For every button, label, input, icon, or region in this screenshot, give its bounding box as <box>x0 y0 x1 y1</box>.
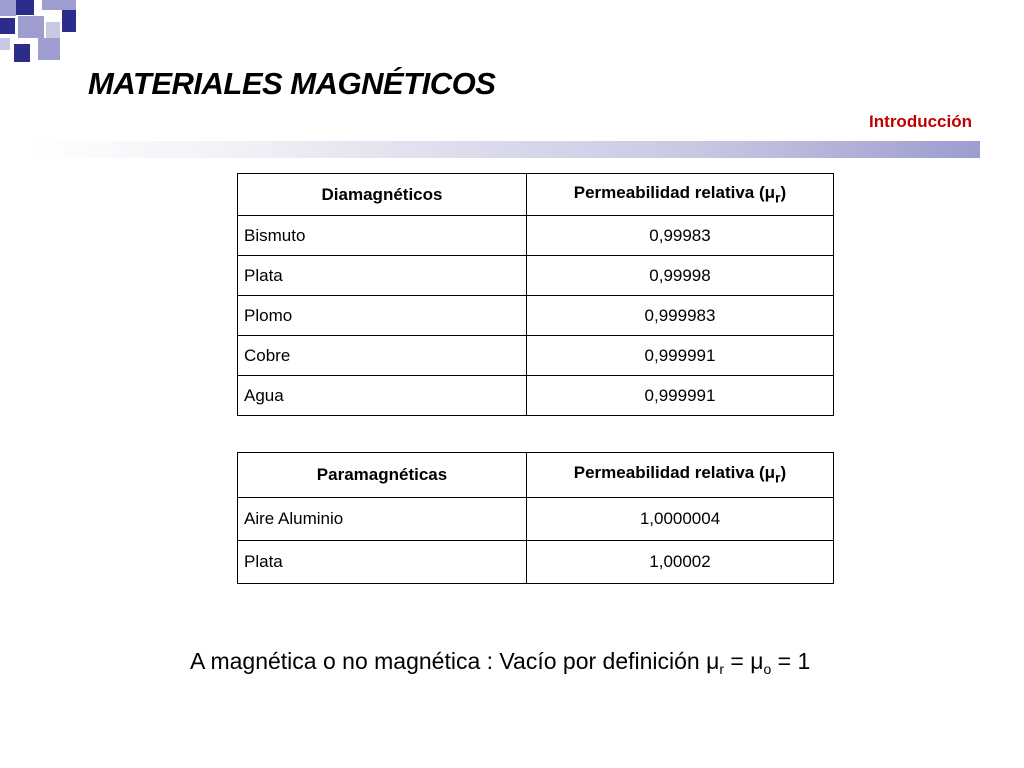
table-row <box>238 336 834 376</box>
material-name: Plata <box>238 256 527 296</box>
note-subscript-r: r <box>719 661 725 677</box>
note-text: A magnética o no magnética : Vacío por definición μ <box>190 648 720 674</box>
decor-square-dark <box>0 18 15 34</box>
decor-square-light <box>18 16 44 38</box>
note-equals-one: = 1 <box>771 648 811 674</box>
table-row <box>238 296 834 336</box>
title-divider-bar <box>30 141 980 158</box>
decor-square-light <box>38 38 60 60</box>
material-name: Agua <box>238 376 527 416</box>
material-name: Cobre <box>238 336 527 376</box>
table-row <box>238 376 834 416</box>
column-header-permeability <box>527 453 834 498</box>
table-header-row <box>238 174 834 216</box>
permeability-value: 0,999991 <box>527 376 834 416</box>
column-header-permeability <box>527 174 834 216</box>
decor-square-light <box>0 0 16 16</box>
column-header-material: Paramagnéticas <box>238 453 527 498</box>
material-name: Aire Aluminio <box>238 498 527 541</box>
permeability-label: Permeabilidad relativa (μ <box>573 182 776 202</box>
permeability-close: ) <box>780 463 787 483</box>
permeability-value: 0,999983 <box>527 296 834 336</box>
permeability-value: 0,99998 <box>527 256 834 296</box>
permeability-close: ) <box>780 182 787 202</box>
note-subscript-o: o <box>763 661 772 677</box>
vacuum-permeability-note <box>190 648 810 677</box>
material-name: Plomo <box>238 296 527 336</box>
page-title: MATERIALES MAGNÉTICOS <box>88 66 496 101</box>
material-name: Bismuto <box>238 216 527 256</box>
decor-square-dark <box>14 44 30 62</box>
decor-square-light <box>0 38 10 50</box>
decor-square-light <box>42 0 76 10</box>
permeability-value: 1,0000004 <box>527 498 834 541</box>
permeability-subscript: r <box>775 470 781 487</box>
table-row <box>238 256 834 296</box>
column-header-material: Diamagnéticos <box>238 174 527 216</box>
decor-square-dark <box>62 10 76 32</box>
permeability-value: 0,999991 <box>527 336 834 376</box>
diamagnetic-table <box>237 173 834 416</box>
paramagnetic-table <box>237 452 834 584</box>
permeability-value: 0,99983 <box>527 216 834 256</box>
material-name: Plata <box>238 541 527 584</box>
permeability-subscript: r <box>775 190 781 207</box>
decor-square-light <box>46 22 60 38</box>
permeability-value: 1,00002 <box>527 541 834 584</box>
table-row <box>238 216 834 256</box>
table-row <box>238 498 834 541</box>
table-header-row <box>238 453 834 498</box>
section-subtitle: Introducción <box>869 112 972 131</box>
table-row <box>238 541 834 584</box>
note-equals-mu: = μ <box>724 648 764 674</box>
permeability-label: Permeabilidad relativa (μ <box>573 463 776 483</box>
decor-square-dark <box>16 0 34 15</box>
